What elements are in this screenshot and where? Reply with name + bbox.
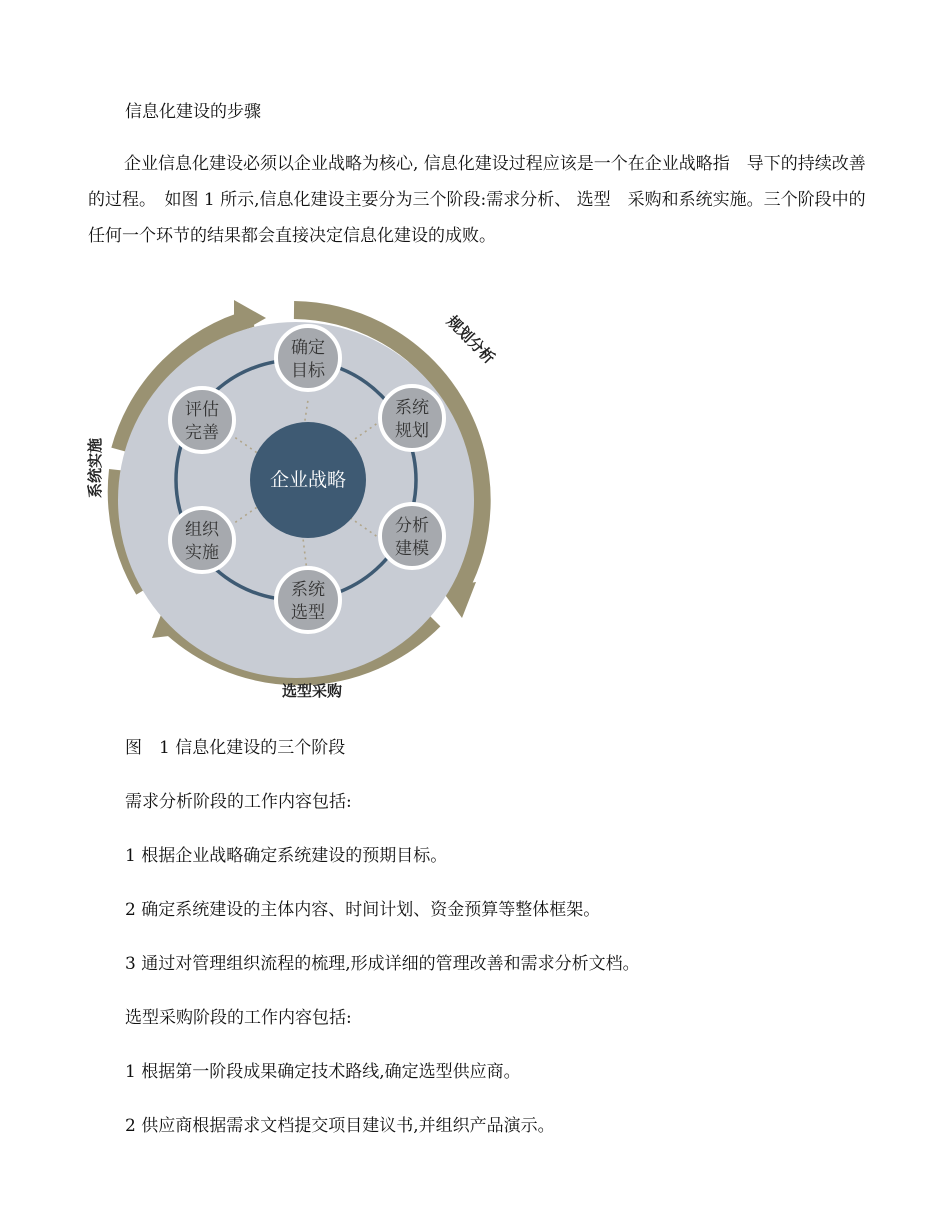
node-analysis-model (380, 504, 444, 568)
node-system-selection (276, 568, 340, 632)
node-label: 目标 (291, 361, 325, 381)
section2-item: 2 供应商根据需求文档提交项目建议书,并组织产品演示。 (125, 1116, 555, 1136)
node-label: 组织 (185, 520, 219, 540)
node-label: 规划 (395, 421, 429, 441)
figure-1 (84, 290, 504, 710)
intro-paragraph: 企业信息化建设必须以企业战略为核心, 信息化建设过程应该是一个在企业战略指 导下的持续改善的过程。 如图 1 所示,信息化建设主要分为三个阶段:需求分析、 选型 采购和系统实施。三个阶段中的任何一个环节的结果都会直接决定信息化建设的成败。 (88, 154, 866, 246)
section1-item: 2 确定系统建设的主体内容、时间计划、资金预算等整体框架。 (125, 900, 601, 920)
node-label: 完善 (185, 423, 219, 443)
node-label: 选型 (291, 603, 325, 623)
section-heading: 信息化建设的步骤 (125, 102, 261, 122)
node-label: 实施 (185, 543, 219, 563)
node-confirm-goal (276, 326, 340, 390)
section2-title: 选型采购阶段的工作内容包括: (125, 1008, 352, 1028)
arc-label-planning-analysis: 规划分析 (443, 312, 499, 368)
node-evaluate-improve (170, 388, 234, 452)
node-label: 评估 (185, 400, 219, 420)
node-label: 系统 (395, 398, 429, 418)
cycle-diagram (84, 290, 504, 710)
section1-item: 3 通过对管理组织流程的梳理,形成详细的管理改善和需求分析文档。 (125, 954, 640, 974)
node-organize-implement (170, 508, 234, 572)
node-label: 分析 (395, 516, 429, 536)
node-label: 系统 (291, 580, 325, 600)
center-label: 企业战略 (269, 469, 347, 491)
arc-label-system-implementation: 系统实施 (86, 437, 104, 499)
section1-title: 需求分析阶段的工作内容包括: (125, 792, 352, 812)
section1-item: 1 根据企业战略确定系统建设的预期目标。 (125, 846, 448, 866)
section2-item: 1 根据第一阶段成果确定技术路线,确定选型供应商。 (125, 1062, 521, 1082)
figure-caption: 图 1 信息化建设的三个阶段 (125, 738, 346, 758)
node-system-plan (380, 386, 444, 450)
arc-label-selection-procurement: 选型采购 (281, 682, 343, 700)
node-label: 确定 (291, 338, 325, 358)
node-label: 建模 (395, 539, 429, 559)
